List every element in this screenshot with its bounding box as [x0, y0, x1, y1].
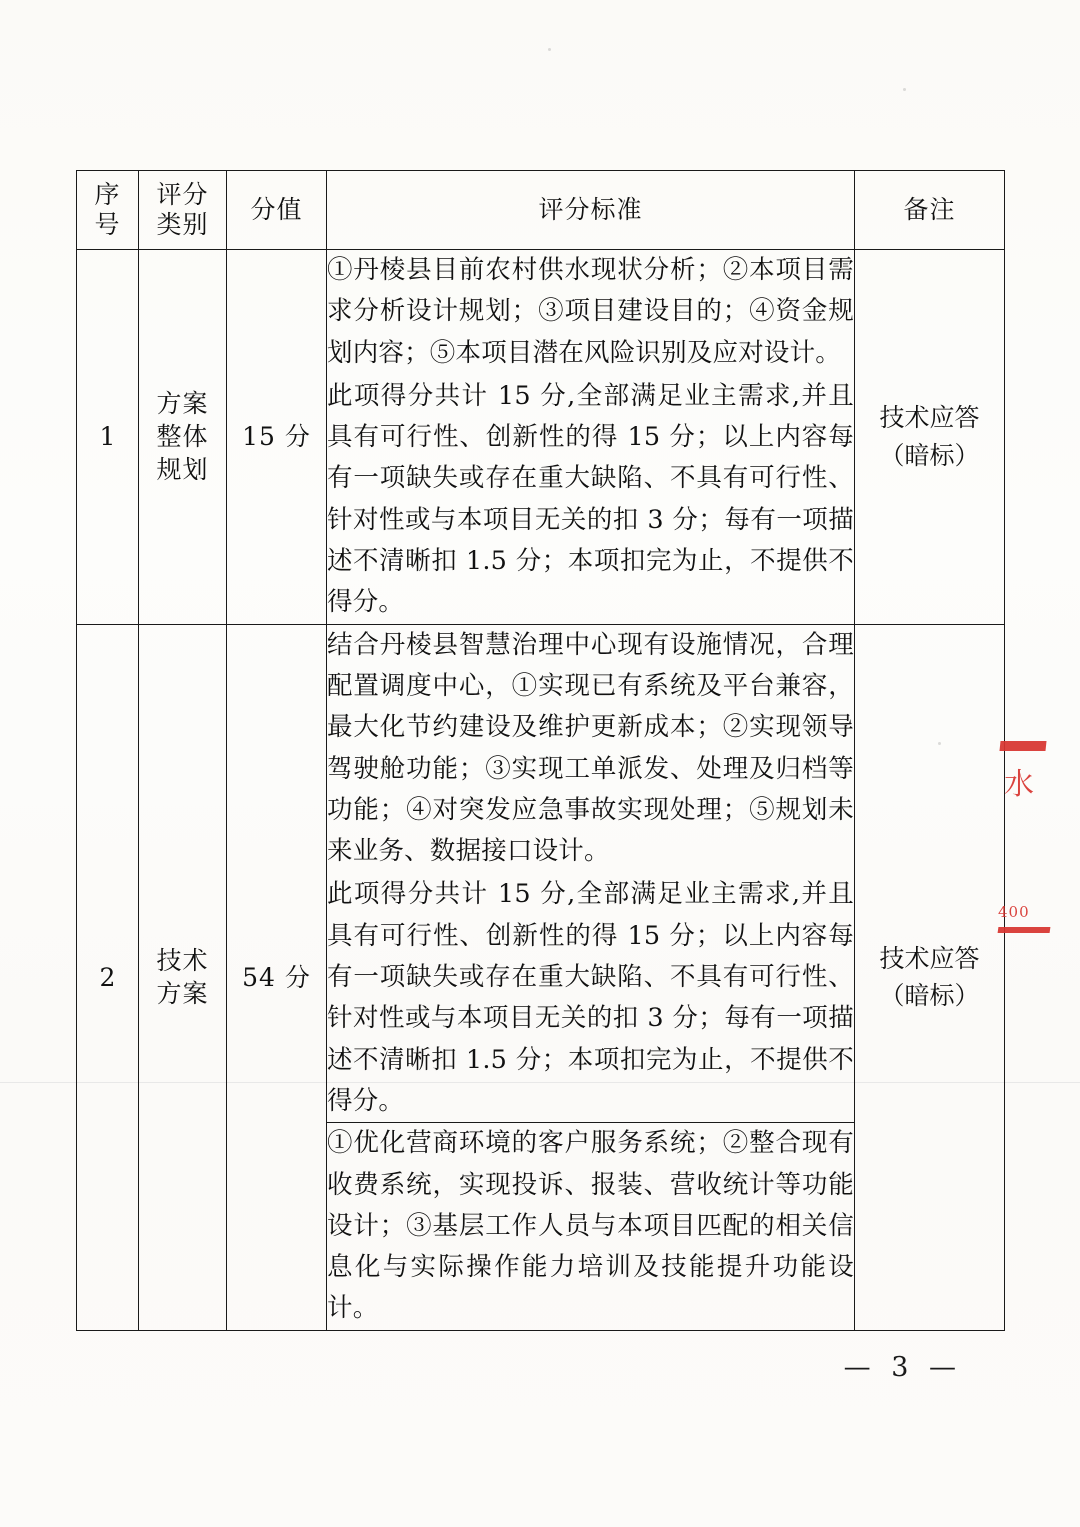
seal-underline — [998, 927, 1051, 933]
seal-bar — [999, 741, 1046, 751]
red-seal-stamp — [998, 735, 1062, 975]
seal-digits: 400 — [998, 903, 1030, 921]
column-header-score: 分值 — [227, 171, 327, 250]
column-header-remark: 备注 — [855, 171, 1005, 250]
standard-paragraph: ①优化营商环境的客户服务系统；②整合现有收费系统，实现投诉、报装、营收统计等功能设计；③基层工作人员与本项目匹配的相关信息化与实际操作能力培训及技能提升功能设计。 — [327, 1128, 854, 1324]
table-header-row — [77, 171, 1005, 250]
row-number: 1 — [77, 250, 139, 625]
scoring-criteria-table — [76, 170, 1005, 1331]
row-category: 方案 整体 规划 — [139, 250, 227, 625]
row-remark: 技术应答 （暗标） — [855, 624, 1005, 1330]
table-row — [77, 624, 1005, 1123]
column-header-standard: 评分标准 — [327, 171, 855, 250]
row-score: 54 分 — [227, 624, 327, 1330]
row-remark: 技术应答 （暗标） — [855, 250, 1005, 625]
standard-paragraph: 此项得分共计 15 分,全部满足业主需求,并且具有可行性、创新性的得 15 分；以上内容每有一项缺失或存在重大缺陷、不具有可行性、针对性或与本项目无关的扣 3 分；每有一项描述不清晰扣 1.5 分；本项扣完为止，不提供不得分。 — [327, 380, 854, 618]
seal-character: 水 — [1004, 767, 1034, 802]
row-category: 技术 方案 — [139, 624, 227, 1330]
standard-paragraph: 此项得分共计 15 分,全部满足业主需求,并且具有可行性、创新性的得 15 分；以上内容每有一项缺失或存在重大缺陷、不具有可行性、针对性或与本项目无关的扣 3 分；每有一项描述不清晰扣 1.5 分；本项扣完为止，不提供不得分。 — [327, 879, 854, 1116]
standard-paragraph: ①丹棱县目前农村供水现状分析；②本项目需求分析设计规划；③项目建设目的；④资金规划内容；⑤本项目潜在风险识别及应对设计。 — [327, 255, 854, 368]
column-header-category: 评分 类别 — [139, 171, 227, 250]
row-standard — [327, 624, 855, 1123]
row-score: 15 分 — [227, 250, 327, 625]
table-row — [77, 250, 1005, 625]
page-number: — 3 — — [843, 1352, 962, 1383]
scan-speck — [903, 88, 906, 91]
column-header-no: 序 号 — [77, 171, 139, 250]
scan-speck — [548, 48, 551, 51]
row-standard-continued — [327, 1123, 855, 1330]
row-number: 2 — [77, 624, 139, 1330]
standard-paragraph: 结合丹棱县智慧治理中心现有设施情况，合理配置调度中心，①实现已有系统及平台兼容，最大化节约建设及维护更新成本；②实现领导驾驶舱功能；③实现工单派发、处理及归档等功能；④对突发应急事故实现处理；⑤规划未来业务、数据接口设计。 — [327, 629, 854, 867]
row-standard — [327, 250, 855, 625]
